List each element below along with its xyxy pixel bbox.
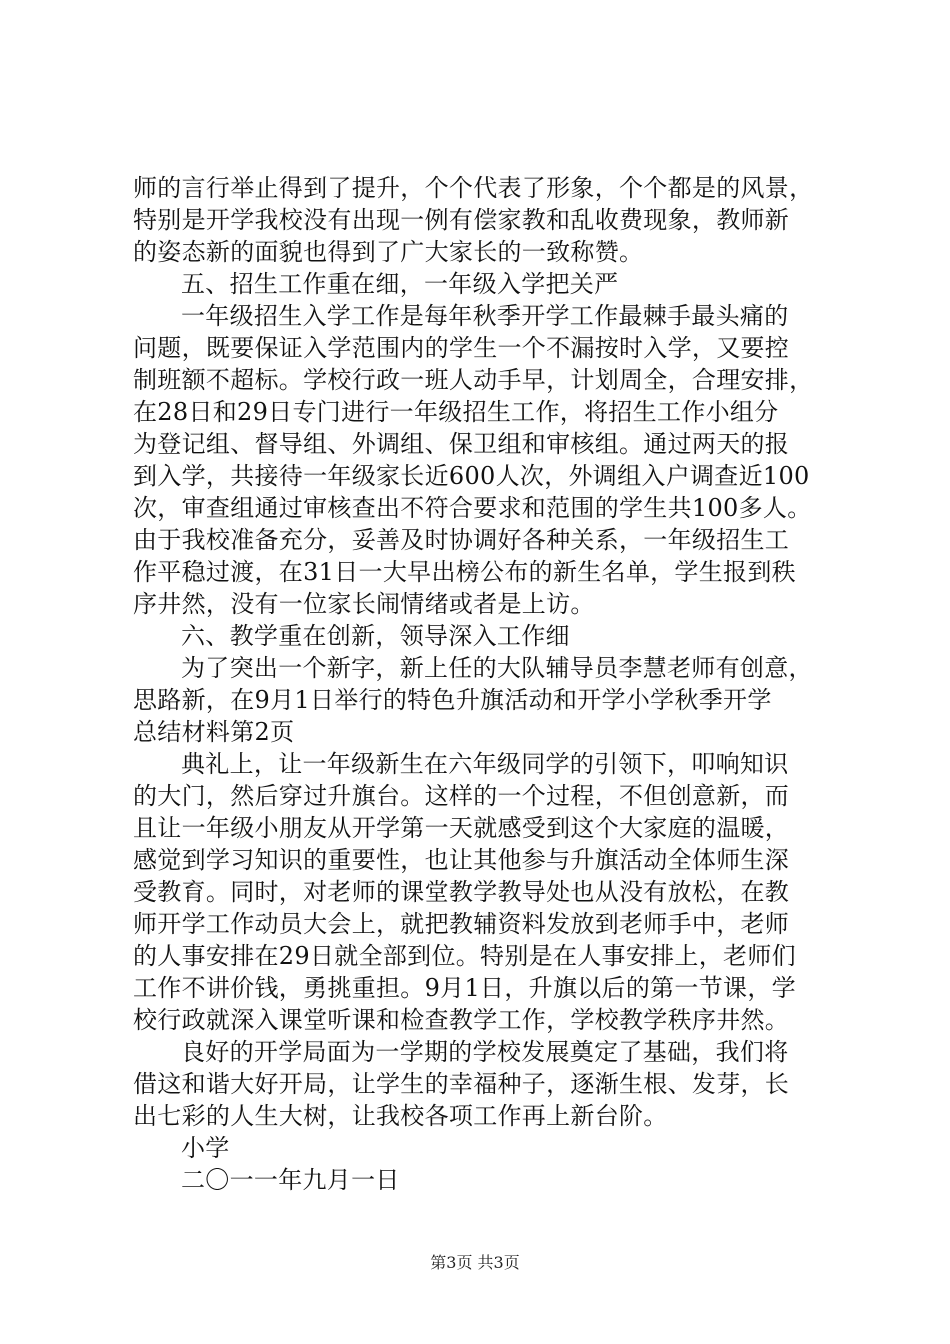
text-line: 受教育。同时，对老师的课堂教学教导处也从没有放松，在教 — [133, 878, 790, 906]
text-line: 总结材料第2页 — [133, 718, 295, 746]
text-line: 到入学，共接待一年级家长近600人次，外调组入户调查近100 — [133, 462, 810, 490]
text-line: 的人事安排在29日就全部到位。特别是在人事安排上，老师们 — [133, 942, 796, 970]
text-line: 的大门，然后穿过升旗台。这样的一个过程，不但创意新，而 — [133, 782, 790, 810]
text-line: 且让一年级小朋友从开学第一天就感受到这个大家庭的温暖， — [133, 814, 790, 842]
signature-school: 小学 — [181, 1134, 230, 1162]
section-heading: 六、教学重在创新，领导深入工作细 — [181, 622, 570, 650]
text-line: 问题，既要保证入学范围内的学生一个不漏按时入学，又要控 — [133, 334, 790, 362]
text-line: 在28日和29日专门进行一年级招生工作，将招生工作小组分 — [133, 398, 779, 426]
paragraph-start-line: 良好的开学局面为一学期的学校发展奠定了基础，我们将 — [181, 1038, 789, 1066]
text-line: 特别是开学我校没有出现一例有偿家教和乱收费现象，教师新 — [133, 206, 790, 234]
paragraph-start-line: 一年级招生入学工作是每年秋季开学工作最棘手最头痛的 — [181, 302, 789, 330]
text-line: 感觉到学习知识的重要性，也让其他参与升旗活动全体师生深 — [133, 846, 790, 874]
text-line: 为登记组、督导组、外调组、保卫组和审核组。通过两天的报 — [133, 430, 790, 458]
text-line: 的姿态新的面貌也得到了广大家长的一致称赞。 — [133, 238, 644, 266]
text-line: 由于我校准备充分，妥善及时协调好各种关系，一年级招生工 — [133, 526, 790, 554]
section-heading: 五、招生工作重在细，一年级入学把关严 — [181, 270, 619, 298]
signature-date: 二〇一一年九月一日 — [181, 1166, 400, 1194]
text-line: 次，审查组通过审核查出不符合要求和范围的学生共100多人。 — [133, 494, 812, 522]
text-line: 师开学工作动员大会上，就把教辅资料发放到老师手中，老师 — [133, 910, 790, 938]
paragraph-start-line: 典礼上，让一年级新生在六年级同学的引领下，叩响知识 — [181, 750, 789, 778]
text-line: 作平稳过渡，在31日一大早出榜公布的新生名单，学生报到秩 — [133, 558, 796, 586]
text-line: 序井然，没有一位家长闹情绪或者是上访。 — [133, 590, 595, 618]
text-line: 制班额不超标。学校行政一班人动手早，计划周全，合理安排， — [133, 366, 814, 394]
page-footer: 第3页 共3页 — [430, 1253, 520, 1272]
text-line: 借这和谐大好开局，让学生的幸福种子，逐渐生根、发芽，长 — [133, 1070, 790, 1098]
text-line: 工作不讲价钱，勇挑重担。9月1日，升旗以后的第一节课，学 — [133, 974, 796, 1002]
text-line: 校行政就深入课堂听课和检查教学工作，学校教学秩序井然。 — [133, 1006, 790, 1034]
paragraph-start-line: 为了突出一个新字，新上任的大队辅导员李慧老师有创意， — [181, 654, 813, 682]
text-line: 出七彩的人生大树，让我校各项工作再上新台阶。 — [133, 1102, 668, 1130]
text-line: 思路新，在9月1日举行的特色升旗活动和开学小学秋季开学 — [133, 686, 772, 714]
document-body — [133, 172, 853, 1196]
text-line: 师的言行举止得到了提升，个个代表了形象，个个都是的风景， — [133, 174, 814, 202]
